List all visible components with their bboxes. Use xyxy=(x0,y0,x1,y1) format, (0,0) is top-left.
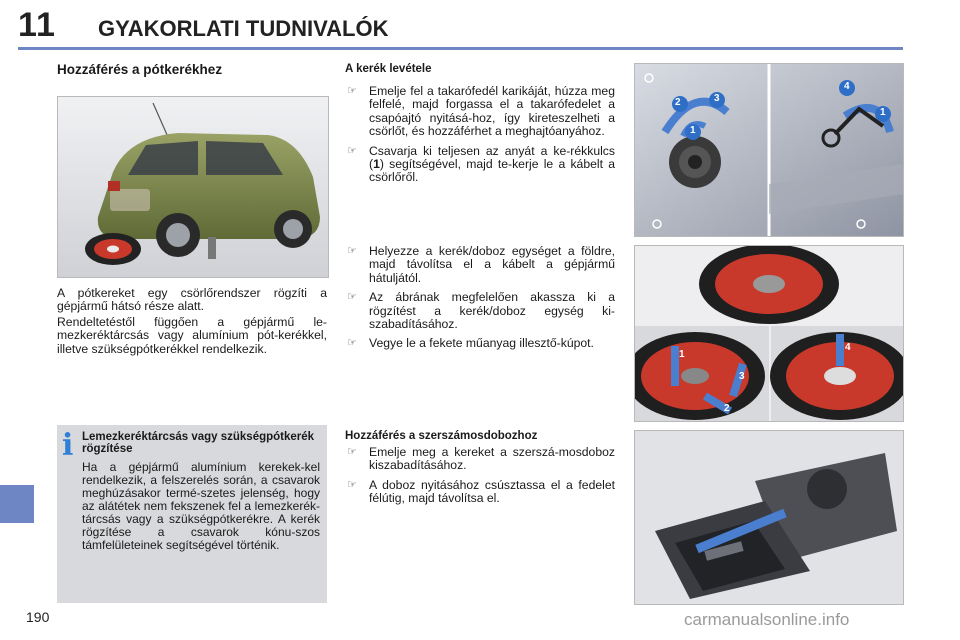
figure-cover-drawing xyxy=(635,64,903,236)
section-heading-toolbox: Hozzáférés a szerszámosdobozhoz xyxy=(345,430,538,442)
callout-label: 1 xyxy=(880,107,886,118)
list-item: ☞ A doboz nyitásához csúsztassa el a fedelet félútig, majd távolítsa el. xyxy=(347,477,615,506)
paragraph-winch-system: A pótkereket egy csörlőrendszer rögzíti a gépjármű hátsó része alatt. xyxy=(57,286,327,314)
page-number: 190 xyxy=(26,609,50,625)
list-item: ☞ Emelje fel a takarófedél karikáját, húzza meg felfelé, majd forgassa el a takarófedelet a csapóajtó nyitásá-hoz, így kireteszelheti a csörlőt, és hozzáférhet a meghajtóanyához. xyxy=(347,84,615,139)
callout-label: 1 xyxy=(679,349,685,360)
watermark: carmanualsonline.info xyxy=(684,610,850,629)
info-box xyxy=(57,425,327,603)
pointing-hand-icon: ☞ xyxy=(347,245,357,257)
paragraph-wheel-types: Rendeltetéstől függően a gépjármű le-mezkeréktárcsás vagy alumínium pót-kerékkel, illetve szükségpótkerékkel rendelkezik. xyxy=(57,315,327,356)
info-icon: i xyxy=(62,428,74,463)
section-heading-wheel-removal: A kerék levétele xyxy=(345,63,432,75)
list-item: ☞ Az ábrának megfelelően akassza ki a rögzítést a kerék/doboz egység ki-szabadításához. xyxy=(347,290,615,332)
figure-wheel-release xyxy=(634,245,904,422)
pointing-hand-icon: ☞ xyxy=(347,85,357,97)
callout-label: 1 xyxy=(690,125,696,136)
header-rule xyxy=(18,47,903,50)
callout-label: 4 xyxy=(844,81,850,92)
list-item: ☞ Vegye le a fekete műanyag illesztő-kúpot. xyxy=(347,336,594,351)
figure-toolbox-drawing xyxy=(635,431,903,604)
chapter-title: GYAKORLATI TUDNIVALÓK xyxy=(98,16,389,41)
pointing-hand-icon: ☞ xyxy=(347,446,357,458)
removal-steps-b xyxy=(345,245,615,357)
removal-steps-a xyxy=(345,85,615,191)
chapter-side-tab xyxy=(0,485,34,523)
figure-toolbox xyxy=(634,430,904,605)
pointing-hand-icon: ☞ xyxy=(347,478,357,491)
pointing-hand-icon: ☞ xyxy=(347,337,357,350)
callout-label: 2 xyxy=(724,403,730,414)
figure-wheel-drawing xyxy=(635,246,903,421)
pointing-hand-icon: ☞ xyxy=(347,291,357,304)
list-item: ☞ Csavarja ki teljesen az anyát a ke-rékkulcs (1) segítségével, majd te-kerje le a kábelt a csörlőről. xyxy=(347,143,615,185)
car-illustration xyxy=(57,96,329,278)
callout-label: 3 xyxy=(739,371,745,382)
callout-label: 4 xyxy=(845,342,851,353)
section-heading-spare-wheel: Hozzáférés a pótkerékhez xyxy=(57,62,223,77)
info-title: Lemezkeréktárcsás vagy szükségpótkerék rögzítése xyxy=(82,431,315,455)
car-drawing xyxy=(58,97,328,277)
callout-label: 3 xyxy=(714,93,720,104)
callout-label: 2 xyxy=(675,97,681,108)
chapter-number: 11 xyxy=(18,6,56,44)
info-text: Ha a gépjármű alumínium kerekek-kel rendelkezik, a felszerelés során, a csavarok meghúzásakor termé-szetes jelenség, hogy az alátétek nem fekszenek fel a lemezkerék-tárcsás vagy a szükségpótkerékre. A kerék rögzítése a csavarok kónu-szos támfelületeinek segítségével történik. xyxy=(82,460,320,552)
list-item: ☞ Emelje meg a kereket a szerszá-mosdoboz kiszabadításához. xyxy=(347,445,615,473)
list-item: ☞ Helyezze a kerék/doboz egységet a földre, majd távolítsa el a kábelt a gépjármű hátuljától. xyxy=(347,244,615,285)
figure-cover-and-winch xyxy=(634,63,904,237)
toolbox-steps xyxy=(345,446,615,512)
pointing-hand-icon: ☞ xyxy=(347,144,357,157)
